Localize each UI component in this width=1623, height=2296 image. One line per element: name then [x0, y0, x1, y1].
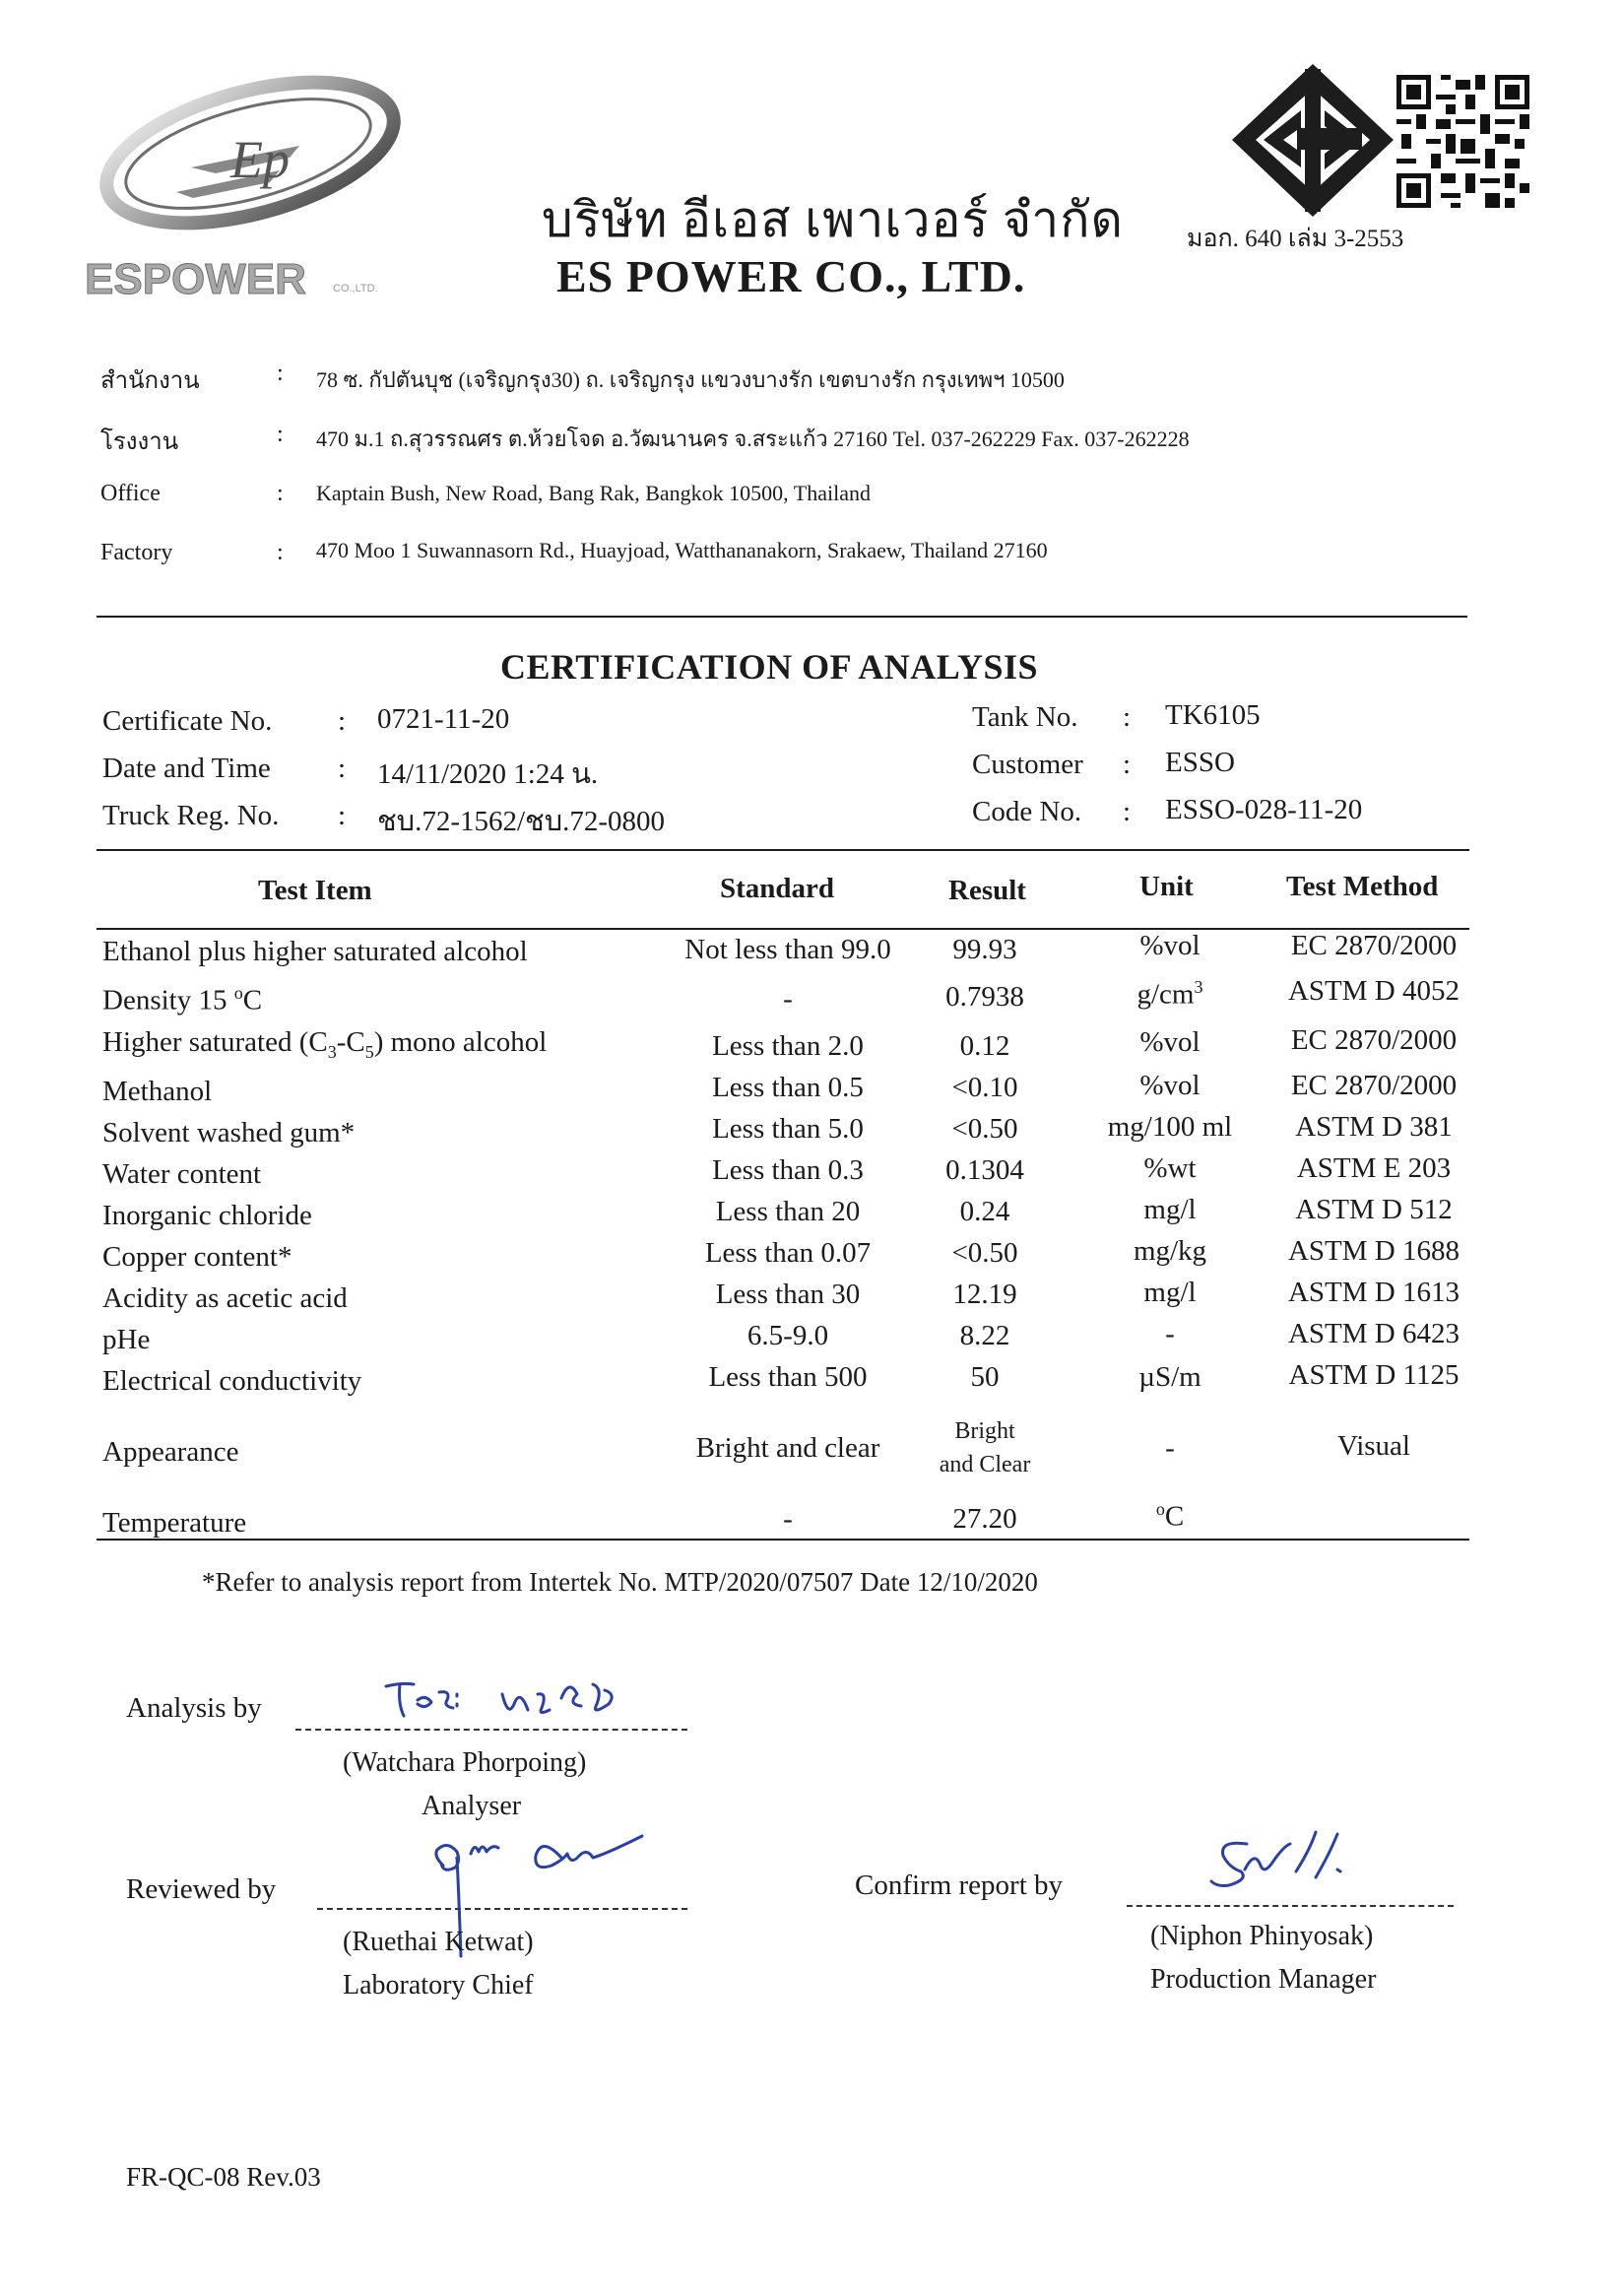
method-value: EC 2870/2000: [1290, 1024, 1458, 1056]
standard-mark: มอก. 640 เล่ม 3-2553: [1187, 226, 1404, 252]
unit-value: %vol: [1139, 930, 1201, 961]
espower-logo: [83, 59, 408, 325]
test-item: Inorganic chloride: [102, 1200, 312, 1231]
unit-value: -: [1165, 1318, 1175, 1349]
tisi-standard-logo: [1224, 59, 1401, 222]
method-value: Visual: [1337, 1430, 1410, 1462]
result-value: <0.10: [951, 1072, 1018, 1103]
svg-text:CO.,LTD.: CO.,LTD.: [333, 283, 378, 295]
test-item: Methanol: [102, 1076, 213, 1107]
footnote: *Refer to analysis report from Intertek No. MTP/2020/07507 Date 12/10/2020: [202, 1567, 1038, 1597]
tank-number: TK6105: [1165, 699, 1261, 731]
unit-value: mg/l: [1143, 1277, 1197, 1308]
standard-value: -: [783, 1503, 793, 1535]
colon: :: [277, 422, 284, 447]
manager-title: Production Manager: [1150, 1964, 1377, 1995]
svg-text:Ep: Ep: [230, 130, 290, 189]
column-header-unit: Unit: [1139, 871, 1194, 902]
table-bottom-rule: [97, 1539, 1469, 1541]
colon: :: [338, 705, 347, 737]
method-value: ASTM D 1688: [1287, 1235, 1460, 1267]
test-item: Copper content*: [102, 1241, 292, 1273]
column-header-standard: Standard: [720, 873, 835, 904]
result-value: <0.50: [951, 1113, 1018, 1145]
colon: :: [1123, 701, 1132, 733]
company-name-thai: บริษัท อีเอส เพาเวอร์ จำกัด: [542, 192, 1124, 247]
unit-value: %vol: [1139, 1026, 1201, 1058]
result-value: 12.19: [952, 1279, 1017, 1310]
test-item: Appearance: [102, 1436, 239, 1468]
meta-label: Date and Time: [102, 753, 271, 784]
certificate-title: CERTIFICATION OF ANALYSIS: [500, 647, 1039, 687]
colon: :: [277, 540, 284, 565]
test-item: pHe: [102, 1324, 151, 1355]
analyst-title: Analyser: [422, 1791, 522, 1821]
address-value: Kaptain Bush, New Road, Bang Rak, Bangkok 10500, Thailand: [316, 481, 871, 505]
reviewed-by-label: Reviewed by: [126, 1873, 277, 1905]
address-label: โรงงาน: [100, 429, 179, 455]
column-header-method: Test Method: [1286, 871, 1439, 902]
method-value: ASTM D 512: [1295, 1194, 1453, 1225]
test-item: Temperature: [102, 1507, 247, 1539]
meta-label: Customer: [972, 749, 1083, 780]
test-item: Acidity as acetic acid: [102, 1282, 348, 1314]
colon: :: [1123, 796, 1132, 827]
address-value: 470 ม.1 ถ.สุวรรณศร ต.ห้วยโจด อ.วัฒนานคร จ.สระแก้ว 27160 Tel. 037-262229 Fax. 037-262228: [316, 426, 1190, 451]
address-value: 78 ซ. กัปตันบุช (เจริญกรุง30) ถ. เจริญกรุง แขวงบางรัก เขตบางรัก กรุงเทพฯ 10500: [316, 367, 1065, 392]
address-label: สำนักงาน: [100, 368, 200, 394]
certificate-number: 0721-11-20: [377, 703, 510, 735]
column-header-item: Test Item: [258, 875, 372, 906]
unit-value: mg/100 ml: [1107, 1111, 1233, 1143]
standard-value: Less than 30: [715, 1279, 861, 1310]
truck-reg: ชบ.72-1562/ชบ.72-0800: [377, 806, 666, 837]
result-value: 99.93: [952, 934, 1017, 965]
result-value: 27.20: [952, 1503, 1017, 1535]
unit-value: %vol: [1139, 1070, 1201, 1101]
address-value: 470 Moo 1 Suwannasorn Rd., Huayjoad, Watthananakorn, Srakaew, Thailand 27160: [316, 538, 1048, 562]
code-number: ESSO-028-11-20: [1165, 794, 1363, 825]
unit-value: %wt: [1143, 1152, 1197, 1184]
method-value: ASTM D 4052: [1287, 975, 1460, 1007]
colon: :: [1123, 749, 1132, 780]
test-item: Solvent washed gum*: [102, 1117, 356, 1148]
meta-label: Code No.: [972, 796, 1082, 827]
standard-value: Less than 0.3: [712, 1154, 864, 1186]
analyst-name: (Watchara Phorpoing): [343, 1747, 587, 1778]
divider: [97, 616, 1467, 618]
result-value: 50: [970, 1361, 1000, 1393]
colon: :: [338, 753, 347, 784]
standard-value: 6.5-9.0: [747, 1320, 829, 1351]
result-value: 0.24: [959, 1196, 1010, 1227]
reviewer-name: (Ruethai Ketwat): [343, 1927, 534, 1957]
unit-value: mg/l: [1143, 1194, 1197, 1225]
standard-value: Less than 2.0: [712, 1030, 864, 1062]
standard-value: Bright and clear: [695, 1432, 880, 1464]
svg-text:ESPOWER: ESPOWER: [85, 255, 306, 303]
result-value: Bright and Clear: [939, 1418, 1031, 1477]
confirm-by-label: Confirm report by: [855, 1870, 1064, 1901]
customer: ESSO: [1165, 747, 1235, 778]
test-item: Ethanol plus higher saturated alcohol: [102, 936, 528, 967]
standard-value: Less than 0.5: [712, 1072, 864, 1103]
standard-value: Not less than 99.0: [684, 934, 891, 965]
table-top-rule: [97, 849, 1469, 851]
unit-value: $g/cm^3$: [1136, 977, 1203, 1011]
test-item: Higher saturated $(C_3-C_5)$ mono alcohol: [102, 1026, 548, 1062]
standard-value: Less than 5.0: [712, 1113, 864, 1145]
method-value: ASTM D 1613: [1287, 1277, 1460, 1308]
test-item: Electrical conductivity: [102, 1365, 362, 1397]
meta-label: Truck Reg. No.: [102, 800, 280, 831]
standard-value: Less than 500: [708, 1361, 868, 1393]
address-label: Office: [100, 481, 161, 506]
test-item: Density 15 $^o$C: [102, 983, 263, 1017]
colon: :: [277, 481, 284, 506]
unit-value: µS/m: [1138, 1361, 1201, 1393]
meta-label: Certificate No.: [102, 705, 273, 737]
meta-label: Tank No.: [972, 701, 1078, 733]
column-header-result: Result: [948, 875, 1026, 906]
form-code: FR-QC-08 Rev.03: [126, 2162, 321, 2192]
reviewer-title: Laboratory Chief: [343, 1970, 534, 2001]
unit-value: $^o$C: [1155, 1499, 1185, 1533]
analyst-signature: [374, 1665, 670, 1738]
result-value: 0.1304: [945, 1154, 1024, 1186]
result-value: 0.12: [959, 1030, 1010, 1062]
result-value: 0.7938: [945, 981, 1024, 1013]
result-value: <0.50: [951, 1237, 1018, 1269]
result-value: 8.22: [959, 1320, 1010, 1351]
company-name-english: ES POWER CO., LTD.: [556, 251, 1026, 301]
method-value: EC 2870/2000: [1290, 930, 1458, 961]
colon: :: [277, 361, 284, 386]
standard-value: -: [783, 983, 793, 1015]
method-value: ASTM D 381: [1295, 1111, 1453, 1143]
manager-signature: [1190, 1822, 1387, 1916]
standard-value: Less than 0.07: [704, 1237, 872, 1269]
method-value: ASTM E 203: [1296, 1152, 1452, 1184]
colon: :: [338, 800, 347, 831]
method-value: EC 2870/2000: [1290, 1070, 1458, 1101]
unit-value: -: [1165, 1432, 1175, 1464]
standard-value: Less than 20: [715, 1196, 861, 1227]
address-label: Factory: [100, 540, 173, 565]
date-time: 14/11/2020 1:24 น.: [377, 758, 599, 790]
analysis-by-label: Analysis by: [126, 1692, 262, 1724]
qr-code: [1396, 75, 1529, 208]
manager-name: (Niphon Phinyosak): [1150, 1921, 1374, 1951]
test-item: Water content: [102, 1158, 262, 1190]
method-value: ASTM D 1125: [1288, 1359, 1460, 1391]
method-value: ASTM D 6423: [1287, 1318, 1460, 1349]
unit-value: mg/kg: [1133, 1235, 1207, 1267]
